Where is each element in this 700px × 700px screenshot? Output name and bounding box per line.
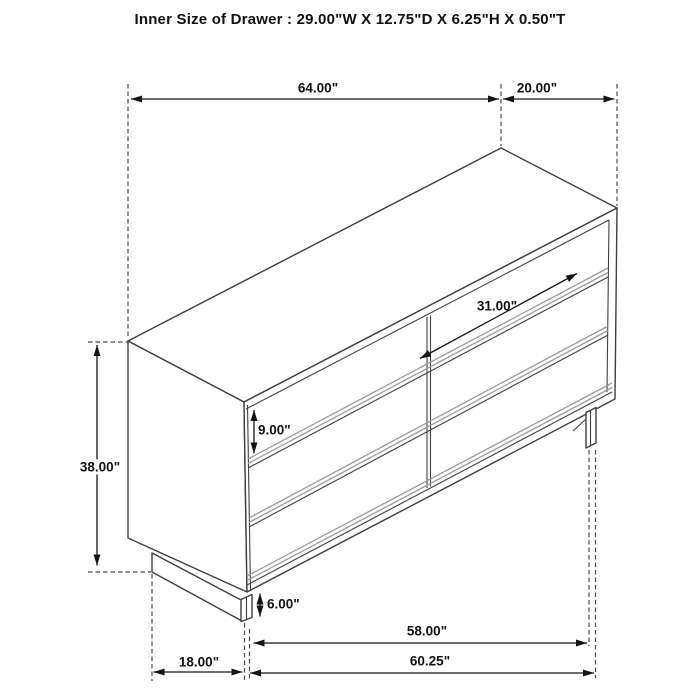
dresser-body bbox=[128, 148, 617, 622]
leg-gusset bbox=[573, 419, 586, 431]
dim-label-top-width: 64.00" bbox=[297, 80, 339, 96]
diagram-title: Inner Size of Drawer : 29.00"W X 12.75"D X 6.25"H X 0.50"T bbox=[134, 11, 566, 28]
dim-label-base-width: 60.25" bbox=[409, 653, 451, 669]
dim-label-leg-height: 6.00" bbox=[267, 596, 300, 612]
dim-label-front-leg-span: 58.00" bbox=[406, 623, 448, 639]
dim-label-side-leg-span: 18.00" bbox=[178, 654, 220, 670]
dim-label-drawer-width: 31.00" bbox=[476, 298, 518, 314]
dim-label-drawer-height: 9.00" bbox=[258, 422, 291, 438]
dim-label-top-depth: 20.00" bbox=[516, 80, 558, 96]
dim-label-overall-height: 38.00" bbox=[77, 460, 123, 475]
